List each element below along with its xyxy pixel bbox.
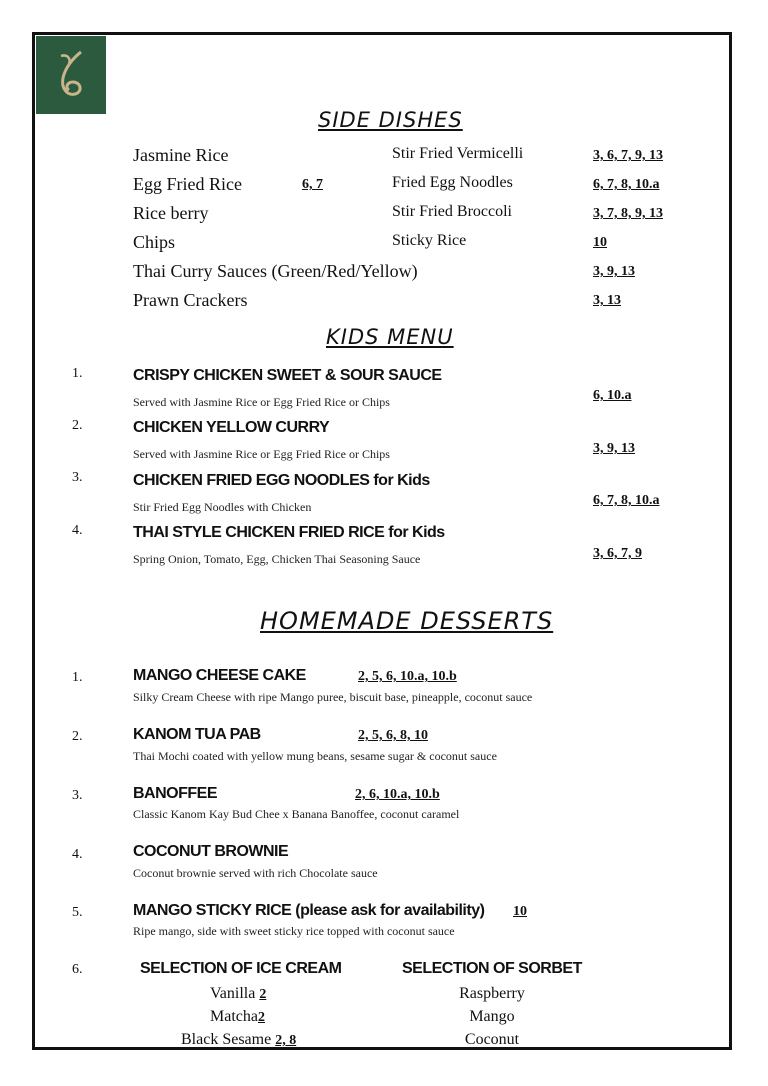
sorbet-title: SELECTION OF SORBET (402, 960, 582, 977)
dessert-name: BANOFFEE (133, 785, 217, 802)
kids-item-desc: Stir Fried Egg Noodles with Chicken (133, 500, 312, 514)
side-item: Rice berry (133, 203, 209, 223)
item-number: 6. (72, 962, 83, 977)
kids-item-name: CHICKEN FRIED EGG NOODLES for Kids (133, 472, 430, 489)
item-number: 4. (72, 847, 83, 862)
dessert-name: KANOM TUA PAB (133, 726, 261, 743)
kids-item-desc: Spring Onion, Tomato, Egg, Chicken Thai Seasoning Sauce (133, 552, 421, 566)
side-item: Jasmine Rice (133, 145, 229, 165)
allergen-code: 3, 9, 13 (593, 264, 635, 279)
dessert-desc: Silky Cream Cheese with ripe Mango puree, biscuit base, pineapple, coconut sauce (133, 690, 533, 704)
allergen-code: 2, 6, 10.a, 10.b (355, 787, 440, 802)
item-number: 2. (72, 418, 83, 433)
flavor-name: Black Sesame (181, 1031, 272, 1048)
kids-menu-title: KIDS MENU (326, 325, 454, 349)
allergen-code: 2, 8 (275, 1033, 297, 1048)
ice-cream-title: SELECTION OF ICE CREAM (140, 960, 342, 977)
allergen-code: 6, 7 (302, 177, 323, 192)
allergen-code: 6, 10.a (593, 388, 632, 403)
allergen-code: 2 (257, 1010, 265, 1025)
allergen-code: 10 (513, 904, 527, 919)
item-number: 5. (72, 905, 83, 920)
side-dishes-title: SIDE DISHES (318, 108, 463, 132)
desserts-title: HOMEMADE DESSERTS (260, 607, 554, 635)
allergen-code: 3, 6, 7, 9, 13 (593, 148, 663, 163)
allergen-code: 2, 5, 6, 10.a, 10.b (358, 669, 457, 684)
dessert-desc: Ripe mango, side with sweet sticky rice topped with coconut sauce (133, 924, 455, 938)
kids-item-name: CHICKEN YELLOW CURRY (133, 419, 330, 436)
item-number: 1. (72, 670, 83, 685)
sorbet-flavor: Mango (469, 1008, 515, 1025)
ice-cream-flavor (181, 1031, 296, 1049)
dessert-name: MANGO CHEESE CAKE (133, 667, 306, 684)
logo-emblem-icon (51, 48, 91, 102)
side-item: Prawn Crackers (133, 290, 248, 310)
allergen-code: 6, 7, 8, 10.a (593, 177, 660, 192)
item-number: 1. (72, 366, 83, 381)
ice-cream-flavor (210, 1008, 265, 1026)
restaurant-logo (36, 36, 106, 114)
dessert-desc: Thai Mochi coated with yellow mung beans, sesame sugar & coconut sauce (133, 749, 497, 763)
sorbet-flavor: Coconut (464, 1031, 520, 1048)
side-item: Stir Fried Broccoli (392, 203, 512, 220)
kids-item-desc: Served with Jasmine Rice or Egg Fried Rice or Chips (133, 395, 390, 409)
kids-item-name: THAI STYLE CHICKEN FRIED RICE for Kids (133, 524, 445, 541)
item-number: 4. (72, 523, 83, 538)
side-item: Egg Fried Rice (133, 174, 242, 194)
dessert-name: COCONUT BROWNIE (133, 843, 289, 860)
allergen-code: 3, 9, 13 (593, 441, 635, 456)
kids-item-name: CRISPY CHICKEN SWEET & SOUR SAUCE (133, 367, 442, 384)
allergen-code: 3, 7, 8, 9, 13 (593, 206, 663, 221)
kids-item-desc: Served with Jasmine Rice or Egg Fried Rice or Chips (133, 447, 390, 461)
dessert-desc: Classic Kanom Kay Bud Chee x Banana Banoffee, coconut caramel (133, 807, 460, 821)
item-number: 3. (72, 788, 83, 803)
side-item: Chips (133, 232, 176, 252)
side-item: Stir Fried Vermicelli (392, 145, 524, 162)
item-number: 3. (72, 470, 83, 485)
allergen-code: 2 (259, 987, 267, 1002)
side-item: Fried Egg Noodles (392, 174, 513, 191)
allergen-code: 6, 7, 8, 10.a (593, 493, 660, 508)
side-item: Thai Curry Sauces (Green/Red/Yellow) (133, 261, 418, 281)
flavor-name: Vanilla (210, 985, 256, 1002)
item-number: 2. (72, 729, 83, 744)
side-item: Sticky Rice (392, 232, 467, 249)
allergen-code: 3, 13 (593, 293, 621, 308)
allergen-code: 10 (593, 235, 607, 250)
dessert-desc: Coconut brownie served with rich Chocolate sauce (133, 866, 378, 880)
flavor-name: Matcha (210, 1008, 258, 1025)
sorbet-flavor: Raspberry (459, 985, 525, 1002)
dessert-name: MANGO STICKY RICE (please ask for availability) (133, 902, 485, 919)
allergen-code: 2, 5, 6, 8, 10 (358, 728, 428, 743)
ice-cream-flavor (210, 985, 266, 1003)
allergen-code: 3, 6, 7, 9 (593, 546, 642, 561)
